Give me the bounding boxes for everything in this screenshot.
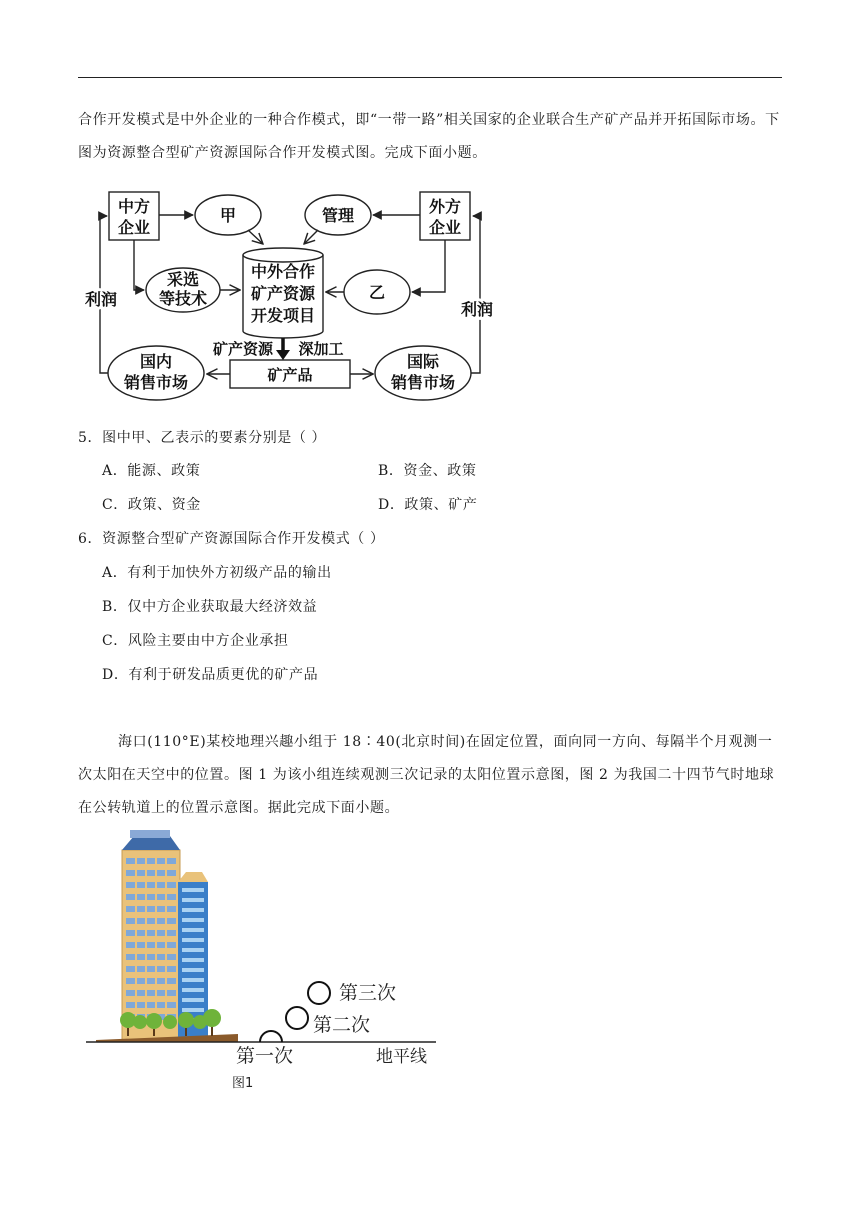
domestic-market-label-1: 国内 bbox=[139, 352, 173, 371]
yi-label: 乙 bbox=[368, 283, 386, 302]
passage2-paragraph: 海口(110°E)某校地理兴趣小组于 18∶40(北京时间)在固定位置，面向同一方向、每隔半个月观测一次太阳在天空中的位置。图 1 为该小组连续观测三次记录的太阳位置示意图，图 2 为我国二十四节气时地球在公转轨道上的位置示意图。据此完成下面小题。 bbox=[78, 734, 775, 816]
q6-stem: 6．资源整合型矿产资源国际合作开发模式（ ） bbox=[78, 531, 385, 547]
foreign-company-label-2: 企业 bbox=[428, 218, 462, 237]
intro-paragraph: 合作开发模式是中外企业的一种合作模式，即“一带一路”相关国家的企业联合生产矿产品并开拓国际市场。下图为资源整合型矿产资源国际合作开发模式图。完成下面小题。 bbox=[78, 112, 780, 161]
jia-label: 甲 bbox=[219, 206, 237, 225]
product-label: 矿产品 bbox=[267, 366, 313, 384]
first-observation-label: 第一次 bbox=[236, 1045, 294, 1067]
figure-1-caption: 图1 bbox=[232, 1076, 254, 1091]
profit-left-label: 利润 bbox=[84, 290, 118, 309]
management-label: 管理 bbox=[321, 206, 355, 225]
intl-market-label-2: 销售市场 bbox=[390, 373, 456, 392]
q5-stem: 5．图中甲、乙表示的要素分别是（ ） bbox=[78, 430, 327, 446]
sun-second-icon bbox=[286, 1007, 308, 1029]
project-label-2: 矿产资源 bbox=[250, 284, 316, 303]
q6-option-b[interactable]: B．仅中方企业获取最大经济效益 bbox=[102, 599, 318, 615]
cn-company-label-2: 企业 bbox=[117, 218, 151, 237]
second-observation-label: 第二次 bbox=[313, 1014, 371, 1036]
cooperation-model-diagram bbox=[78, 178, 508, 408]
raw-resource-label: 矿产资源 bbox=[212, 340, 274, 358]
q5-option-b[interactable]: B．资金、政策 bbox=[378, 463, 477, 479]
profit-right-label: 利润 bbox=[460, 300, 494, 319]
tech-label-2: 等技术 bbox=[158, 289, 208, 308]
sun-third-icon bbox=[308, 982, 330, 1004]
q6-option-d[interactable]: D．有利于研发品质更优的矿产品 bbox=[102, 667, 319, 683]
sun-first-icon bbox=[260, 1031, 282, 1042]
deep-processing-label: 深加工 bbox=[298, 340, 344, 358]
project-label-3: 开发项目 bbox=[250, 306, 316, 325]
foreign-company-label-1: 外方 bbox=[428, 197, 462, 216]
q6-option-a[interactable]: A．有利于加快外方初级产品的输出 bbox=[102, 565, 332, 581]
cn-company-label-1: 中方 bbox=[117, 197, 151, 216]
third-observation-label: 第三次 bbox=[339, 982, 397, 1004]
tech-label-1: 采选 bbox=[166, 270, 200, 289]
q5-option-d[interactable]: D．政策、矿产 bbox=[378, 497, 478, 513]
project-label-1: 中外合作 bbox=[250, 262, 316, 281]
q6-option-c[interactable]: C．风险主要由中方企业承担 bbox=[102, 633, 289, 649]
intl-market-label-1: 国际 bbox=[406, 352, 440, 371]
figure-1-sun-positions bbox=[78, 822, 448, 1097]
q5-option-c[interactable]: C．政策、资金 bbox=[102, 497, 201, 513]
header-rule bbox=[78, 77, 782, 78]
horizon-label: 地平线 bbox=[376, 1047, 427, 1067]
building-illustration bbox=[96, 830, 238, 1042]
domestic-market-label-2: 销售市场 bbox=[123, 373, 189, 392]
q5-option-a[interactable]: A．能源、政策 bbox=[102, 463, 201, 479]
